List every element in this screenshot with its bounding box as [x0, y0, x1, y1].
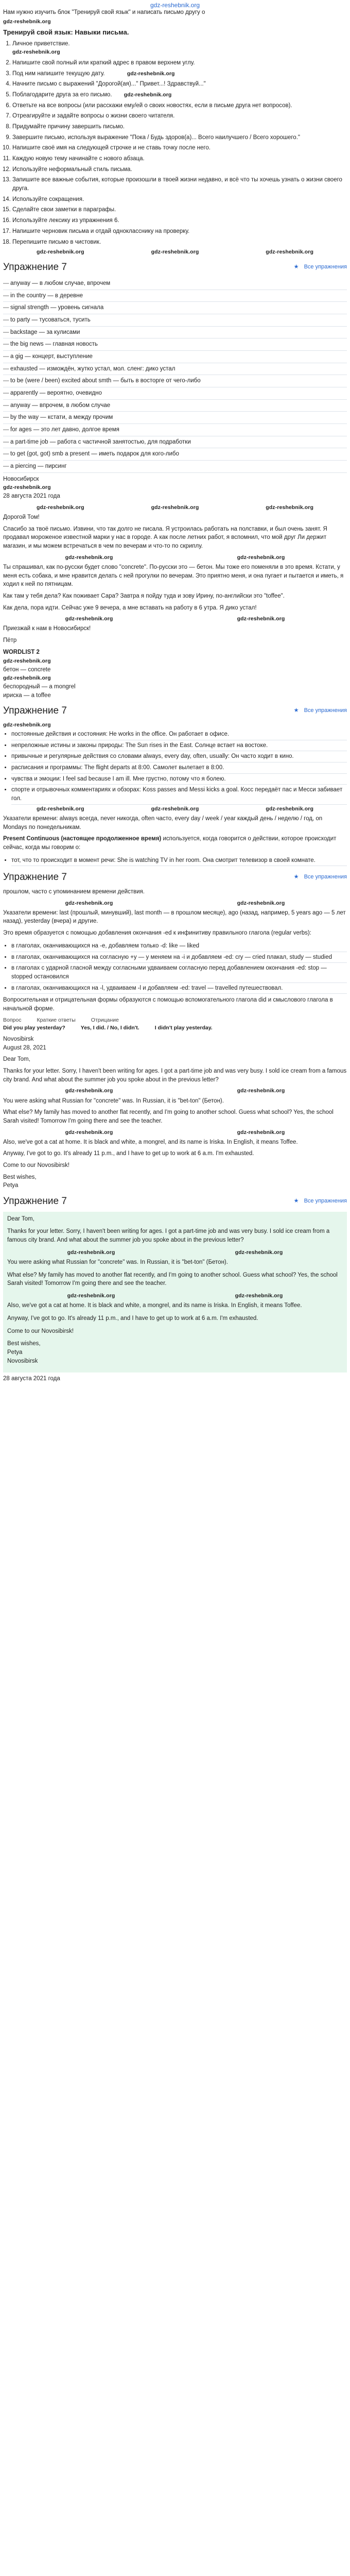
list-item: • чувства и эмоции: I feel sad because I am ill. Мне грустно, потому что я болею.: [11, 774, 347, 785]
list-item: 11. Каждую новую тему начинайте с нового абзаца.: [12, 155, 347, 163]
all-exercises-link[interactable]: ★ Все упражнения: [293, 707, 347, 715]
letter-paragraph: Also, we've got a cat at home. It is black and white, a mongrel, and its name is Iriska. In English, it means Toffee.: [7, 1302, 302, 1309]
bookmark-icon[interactable]: ★: [293, 1197, 299, 1204]
letter-paragraph: Как дела, пора идти. Сейчас уже 9 вечера, а мне вставать на работу в 6 утра. Я дико устал!: [3, 604, 257, 611]
list-item: — anyway — в любом случае, впрочем: [3, 278, 347, 290]
exercise-title: Упражнение 7: [3, 1196, 67, 1207]
exercise-title: Упражнение 7: [3, 872, 67, 883]
exercise-header: [3, 870, 347, 885]
exercise-title: Упражнение 7: [3, 705, 67, 717]
exercise-title: Упражнение 7: [3, 262, 67, 273]
list-item: — for ages — это лет давно, долгое время: [3, 424, 347, 436]
list-item: • постоянные действия и состояния: He works in the office. Он работает в офисе.: [11, 729, 347, 740]
list-item: 13. Запишите все важные события, которые произошли в твоей жизни недавно, и всё что ты хочешь узнать о жизни своего друга.: [12, 176, 347, 193]
list-item: • привычные и регулярные действия со словами always, every day, often, usually: Он часто ходит в кино.: [11, 751, 347, 762]
list-item: 3. Под ним напишите текущую дату. gdz-reshebnik.org: [12, 70, 347, 78]
letter-date: 28 августа 2021 года: [3, 1376, 60, 1382]
list-item: 4. Начните письмо с выражений "Дорогой(ая)..." Привет...! Здравствуй...": [12, 80, 347, 89]
word-list: [3, 278, 347, 473]
exercise-header: [3, 260, 347, 275]
letter-paragraph: Thanks for your letter. Sorry, I haven't been writing for ages. I got a part-time job and was very busy. I sold ice cream from a famous city brand. And what about the summer job you spoke about in the previous letter?: [7, 1228, 330, 1244]
rule-text: Указатели времени: always всегда, never никогда, often часто, every day / week / year каждый день / неделю / год, on Mondays по понедельникам.: [3, 816, 323, 831]
list-item: 18. Перепишите письмо в чистовик.: [12, 238, 347, 247]
list-item: • расписания и программы: The flight departs at 8:00. Самолет вылетает в 8:00.: [11, 762, 347, 774]
list-item: — apparently — вероятно, очевидно: [3, 387, 347, 400]
list-item: 8. Придумайте причину завершить письмо.: [12, 123, 347, 131]
list-item: — by the way — кстати, а между прочим: [3, 412, 347, 424]
watermark: gdz-reshebnik.org: [3, 18, 51, 25]
letter-paragraph: Come to our Novosibirsk!: [3, 1162, 70, 1169]
letter-greeting: Дорогой Том!: [3, 514, 40, 520]
list-item: — to be (were / been) excited about smth — быть в восторге от чего-либо: [3, 375, 347, 387]
list-item: — in the country — в деревне: [3, 290, 347, 302]
list-item: 10. Напишите своё имя на следующей строчке и не ставь точку после него.: [12, 144, 347, 152]
intro-heading: Тренируй свой язык: Навыки письма.: [3, 28, 129, 36]
letter-address: Новосибирск gdz-reshebnik.org 28 августа 2021 года: [3, 476, 60, 500]
letter-signature: Пётр: [3, 637, 17, 644]
all-exercises-link[interactable]: ★ Все упражнения: [293, 1197, 347, 1206]
list-item: 6. Ответьте на все вопросы (или расскажи ему/ей о своих новостях, если в письме друга нет вопросов).: [12, 101, 347, 110]
list-item: 15. Сделайте свои заметки в параграфы.: [12, 206, 347, 214]
list-item: 2. Напишите свой полный или краткий адрес в правом верхнем углу.: [12, 59, 347, 67]
list-item: • в глаголах с ударной гласной между согласными удваиваем согласную перед добавлением окончания -ed: stop — stopped остановился: [11, 963, 347, 982]
letter-address: Novosibirsk August 28, 2021: [3, 1036, 46, 1051]
list-item: 5. Поблагодарите друга за его письмо. gdz-reshebnik.org: [12, 91, 347, 99]
watermark-row: gdz-reshebnik.org gdz-reshebnik.org gdz-reshebnik.org: [36, 249, 313, 256]
letter-paragraph: Спасибо за твоё письмо. Извини, что так долго не писала. Я устроилась работать на полставки, и был очень занят. Я продавал мороженое известной марки у нас в городе. А как после летних работ, я вспомнил, что мой друг Ли держит магазин, и мы можем встречаться в чем по вечерам и что-то по скриплу.: [3, 526, 327, 549]
grammar-table-row: Did you play yesterday? Yes, I did. / No, I didn't. I didn't play yesterday.: [3, 1024, 213, 1031]
rule-text: Это время образуется с помощью добавления окончания -ed к инфинитиву правильного глагола (regular verbs):: [3, 930, 311, 937]
list-item: • в глаголах, оканчивающихся на -e, добавляем только -d: like — liked: [11, 941, 347, 952]
rule-text: Указатели времени: last (прошлый, минувший), last month — в прошлом месяце), ago (назад, например, 5 years ago — 5 лет назад), yesterday (вчера) и другие.: [3, 909, 346, 925]
letter-closing: Best wishes, Petya Novosibirsk: [7, 1341, 41, 1364]
letter-paragraph: What else? My family has moved to another flat recently, and I'm going to another school. Guess what school? Yes, the school Sarah visited! Tomorrow I'm going there and see the teacher.: [3, 1109, 334, 1124]
wordlist-items: бетон — concrete gdz-reshebnik.org беспородный — a mongrel ириска — a toffee: [3, 666, 76, 699]
rule-list: [3, 729, 347, 805]
letter-greeting: Dear Tom,: [7, 1215, 34, 1222]
list-item: 14. Используйте сокращения.: [12, 195, 347, 204]
list-item: — to party — тусоваться, тусить: [3, 314, 347, 327]
letter-paragraph: You were asking what Russian for "concrete" was. In Russian, it is "bet-ton" (Бетон).: [7, 1259, 228, 1265]
letter-greeting: Dear Tom,: [3, 1056, 30, 1063]
letter-paragraph: Как там у тебя дела? Как поживает Сара? Завтра я пойду туда и зову Ирину, по-английски это "toffee".: [3, 592, 285, 599]
letter-paragraph: Приезжай к нам в Новосибирск!: [3, 625, 91, 632]
letter-closing: Best wishes, Petya: [3, 1174, 37, 1189]
list-item: 16. Используйте лексику из упражнения 6.: [12, 216, 347, 225]
list-item: — anyway — впрочем, в любом случае: [3, 400, 347, 412]
rule-text: прошлом, часто с упоминанием времени действия.: [3, 888, 145, 895]
letter-paragraph: Also, we've got a cat at home. It is black and white, a mongrel, and its name is Iriska. In English, it means Toffee.: [3, 1139, 298, 1145]
letter-paragraph: What else? My family has moved to another flat recently, and I'm going to another school. Guess what school? Yes, the school Sarah visited! Tomorrow I'm going there and see the teacher.: [7, 1272, 338, 1287]
rule-text: Present Continuous (настоящее продолженное время) используется, когда говорится о действии, которое происходит сейчас, когда мы говорим о:: [3, 836, 337, 851]
answer-box: Dear Tom, Thanks for your letter. Sorry, I haven't been writing for ages. I got a part-time job and was very busy. I sold ice cream from a famous city brand. And what about the summer job you spoke about in the previous letter? gdz-reshebnik.org gdz-reshebnik.org You were asking what Russian for "concrete" was. In Russian, it is "bet-ton" (Бетон). What else? My family has moved to another flat recently, and I'm going to another school. Guess what school? Yes, the school Sarah visited! Tomorrow I'm going there and see the teacher. gdz-reshebnik.org gdz-reshebnik.org Also, we've got a cat at home. It is black and white, a mongrel, and its name is Iriska. In English, it means Toffee. Anyway, I've got to go. It's already 11 p.m., and I have to get up to work at 6 a.m. I'm exhausted. Come to our Novosibirsk! Best wishes, Petya Novosibirsk: [3, 1212, 347, 1373]
list-item: — signal strength — уровень сигнала: [3, 302, 347, 314]
list-item: — the big news — главная новость: [3, 338, 347, 351]
bookmark-icon[interactable]: ★: [293, 707, 299, 714]
bookmark-icon[interactable]: ★: [293, 874, 299, 880]
letter-paragraph: Come to our Novosibirsk!: [7, 1328, 74, 1334]
exercise-header: [3, 704, 347, 718]
rule-text: Вопросительная и отрицательная формы образуются с помощью вспомогательного глагола did и смыслового глагола в начальной форме.: [3, 997, 333, 1012]
letter-paragraph: Thanks for your letter. Sorry, I haven't been writing for ages. I got a part-time job and was very busy. I sold ice cream from a famous city brand. And what about the summer job you spoke about in the previous letter?: [3, 1067, 347, 1083]
grammar-table-header: Вопрос Краткие ответы Отрицание: [3, 1016, 119, 1023]
task-list: [3, 40, 347, 246]
list-item: — backstage — за кулисами: [3, 327, 347, 339]
all-exercises-link[interactable]: ★ Все упражнения: [293, 873, 347, 882]
list-item: — a piercing — пирсинг: [3, 461, 347, 473]
letter-paragraph: Anyway, I've got to go. It's already 11 p.m., and I have to get up to work at 6 a.m. I'm exhausted.: [7, 1315, 258, 1321]
intro-text: Нам нужно изучить блок "Тренируй свой язык" и написать письмо другу о: [3, 9, 205, 15]
list-item: 9. Завершите письмо, используя выражение "Пока / Будь здоров(а)... Всего наилучшего / Всего хорошего.": [12, 133, 347, 142]
letter-paragraph: Ты спрашивал, как по-русски будет слово "concrete". По-русски это — бетон. Мы тоже его поменяли в это время. Кстати, у меня есть собака, и мне нравится делать с ней прогулки по вечерам. Это приятно меня, и она пугает и пытается и иметь, я ходил к ней по пятницам.: [3, 564, 344, 588]
rule-list: [3, 941, 347, 994]
list-item: — exhausted — измождён, жутко устал, мол. сленг: дико устал: [3, 363, 347, 376]
list-item: — a gig — концерт, выступление: [3, 351, 347, 363]
list-item: • в глаголах, оканчивающихся на -l, удваиваем -l и добавляем -ed: travel — travelled путешествовал.: [11, 983, 347, 994]
list-item: • непреложные истины и законы природы: The Sun rises in the East. Солнце встает на востоке.: [11, 740, 347, 752]
bookmark-icon[interactable]: ★: [293, 264, 299, 270]
letter-paragraph: You were asking what Russian for "concrete" was. In Russian, it is "bet-ton" (Бетон).: [3, 1097, 224, 1104]
list-item: — to get (got, got) smb a present — иметь подарок для кого-либо: [3, 448, 347, 461]
content: Нам нужно изучить блок "Тренируй свой язык" и написать письмо другу о gdz-reshebnik.org Тренируй свой язык: Навыки письма. 1. Личное приветствие. gdz-reshebnik.org 2. Напишите свой полный или краткий адрес в правом верхнем углу. 3. Под ним напишите текущую дату. gdz-reshebnik.org 4. Начните письмо с выражений "Дорогой(ая)..." Привет...! Здравствуй..." 5. Поблагодарите друга за его письмо. gdz-reshebnik.org 6. Ответьте на все вопросы (или расскажи ему/ей о своих новостях, если в письме друга нет вопросов). 7. Отреагируйте и задайте вопросы о жизни своего читателя. 8. Придумайте причину завершить письмо. 9. Завершите письмо, используя выражение "Пока / Будь здоров(а)... Всего наилучшего / Всего хорошего." 10. Напишите своё имя на следующей строчке и не ставь точку после него. 11. Каждую новую тему начинайте с нового абзаца. 12. Используйте неформальный стиль письма. 13. Запишите все важные события, которые произошли в твоей жизни недавно, и всё что ты хочешь узнать о жизни своего друга. 14. Используйте сокращения. 15. Сделайте свои заметки в параграфы. 16. Используйте лексику из упражнения 6. 17. Напишите черновик письма и отдай однокласснику на проверку. 18. Перепишите письмо в чистовик. gdz-reshebnik.org gdz-reshebnik.org gdz-reshebnik.org Упражнение 7 ★ Все упражнения — anyway — в любом случае, впрочем — in the country — в деревне — signal strength — уровень сигнала — to party — тусоваться, тусить — backstage — за кулисами — the big news — главная новость — a gig — концерт, выступление — exhausted — измождён, жутко устал, мол. сленг: дико устал — to be (were / been) excited about smth — быть в восторге от чего-либо — apparently — вероятно, очевидно — anyway — впрочем, в любом случае — by the way — кстати, а между прочим — for ages — это лет давно, долгое время — a part-time job — работа с частичной занятостью, для подработки — to get (got, got) smb a present — иметь подарок для кого-либо — a piercing — пирсинг Новосибирск gdz-reshebnik.org 28 августа 2021 года gdz-reshebnik.org gdz-reshebnik.org gdz-reshebnik.org Дорогой Том! Спасибо за твоё письмо. Извини, что так долго не писала. Я устроилась работать на полставки, и был очень занят. Я продавал мороженое известной марки у нас в городе. А как после летних работ, я вспомнил, что мой друг Ли держит магазин, и мы можем встречаться в чем по вечерам и что-то по скриплу. gdz-reshebnik.org gdz-reshebnik.org Ты спрашивал, как по-русски будет слово "concrete". По-русски это — бетон. Мы тоже его поменяли в это время. Кстати, у меня есть собака, и мне нравится делать с ней прогулки по вечерам. Это приятно меня, и она пугает и пытается и иметь, я ходил к ней по пятницам. Как там у тебя дела? Как поживает Сара? Завтра я пойду туда и зову Ирину, по-английски это "toffee". Как дела, пора идти. Сейчас уже 9 вечера, а мне вставать на работу в 6 утра. Я дико устал! gdz-reshebnik.org gdz-reshebnik.org Приезжай к нам в Новосибирск! Пётр WORDLIST 2 gdz-reshebnik.org бетон — concrete gdz-reshebnik.org беспородный — a mongrel ириска — a toffee Упражнение 7 ★ Все упражнения gdz-reshebnik.org • постоянные действия и состояния: He works in the office. Он работает в офисе. • непреложные истины и законы природы: The Sun rises in the East. Солнце встает на востоке. • привычные и регулярные действия со словами always, every day, often, usually: Он часто ходит в кино. • расписания и программы: The flight departs at 8:00. Самолет вылетает в 8:00. • чувства и эмоции: I feel sad because I am ill. Мне грустно, потому что я болею. • спорте и отрывочных комментариях и обзорах: Koss passes and Messi kicks a goal. Косс передаёт пас и Месси забивает гол. gdz-reshebnik.org gdz-reshebnik.org gdz-reshebnik.org Указатели времени: always всегда, never никогда, often часто, every day / week / year каждый день / неделю / год, on Mondays по понедельникам. Present Continuous (настоящее продолженное время) используется, когда говорится о действии, которое происходит сейчас, когда мы говорим о: • тот, что то происходит в момент речи: She is watching TV in her room. Она смотрит телевизор в своей комнате. Упражнение 7 ★ Все упражнения прошлом, часто с упоминанием времени действия. gdz-reshebnik.org gdz-reshebnik.org Указатели времени: last (прошлый, минувший), last month — в прошлом месяце), ago (назад, например, 5 years ago — 5 лет назад), yesterday (вчера) и другие. Это время образуется с помощью добавления окончания -ed к инфинитиву правильного глагола (regular verbs): • в глаголах, оканчивающихся на -e, добавляем только -d: like — liked • в глаголах, оканчивающихся на согласную +y — y меняем на -i и добавляем -ed: cry — cried плакал, study — studied • в глаголах с ударной гласной между согласными удваиваем согласную перед добавлением окончания -ed: stop — stopped остановился • в глаголах, оканчивающихся на -l, удваиваем -l и добавляем -ed: travel — travelled путешествовал. Вопросительная и отрицательная формы образуются с помощью вспомогательного глагола did и смыслового глагола в начальной форме. Вопрос Краткие ответы Отрицание Did you play yesterday? Yes, I did. / No, I didn't. I didn't play yesterday. Novosibirsk August 28, 2021 Dear Tom, Thanks for your letter. Sorry, I haven't been writing for ages. I got a part-time job and was very busy. I sold ice cream from a famous city brand. And what about the summer job you spoke about in the previous letter? gdz-reshebnik.org gdz-reshebnik.org You were asking what Russian for "concrete" was. In Russian, it is "bet-ton" (Бетон). What else? My family has moved to another flat recently, and I'm going to another school. Guess what school? Yes, the school Sarah visited! Tomorrow I'm going there and see the teacher. gdz-reshebnik.org gdz-reshebnik.org Also, we've got a cat at home. It is black and white, a mongrel, and its name is Iriska. In English, it means Toffee. Anyway, I've got to go. It's already 11 p.m., and I have to get up to work at 6 a.m. I'm exhausted. Come to our Novosibirsk! Best wishes, Petya Упражнение 7 ★ Все упражнения Dear Tom, Thanks for your letter. Sorry, I haven't been writing for ages. I got a part-time job and was very busy. I sold ice cream from a famous city brand. And what about the summer job you spoke about in the previous letter? gdz-reshebnik.org gdz-reshebnik.org You were asking what Russian for "concrete" was. In Russian, it is "bet-ton" (Бетон). What else? My family has moved to another flat recently, and I'm going to another school. Guess what school? Yes, the school Sarah visited! Tomorrow I'm going there and see the teacher. gdz-reshebnik.org gdz-reshebnik.org Also, we've got a cat at home. It is black and white, a mongrel, and its name is Iriska. In English, it means Toffee. Anyway, I've got to go. It's already 11 p.m., and I have to get up to work at 6 a.m. I'm exhausted. Come to our Novosibirsk! Best wishes, Petya Novosibirsk 28 августа 2021 года: [0, 8, 350, 1383]
letter-paragraph: Anyway, I've got to go. It's already 11 p.m., and I have to get up to work at 6 a.m. I'm exhausted.: [3, 1150, 254, 1157]
site-url[interactable]: gdz-reshebnik.org: [150, 2, 200, 9]
wordlist-label: WORDLIST 2: [3, 649, 40, 655]
list-item: • спорте и отрывочных комментариях и обзорах: Koss passes and Messi kicks a goal. Косс передаёт пас и Месси забивает гол.: [11, 785, 347, 804]
exercise-header: [3, 1194, 347, 1209]
all-exercises-link[interactable]: ★ Все упражнения: [293, 263, 347, 272]
list-item: 1. Личное приветствие. gdz-reshebnik.org: [12, 40, 347, 57]
list-item: 17. Напишите черновик письма и отдай однокласснику на проверку.: [12, 227, 347, 236]
list-item: 7. Отреагируйте и задайте вопросы о жизни своего читателя.: [12, 112, 347, 121]
list-item: 12. Используйте неформальный стиль письма.: [12, 165, 347, 174]
list-item: • в глаголах, оканчивающихся на согласную +y — y меняем на -i и добавляем -ed: cry — cried плакал, study — studied: [11, 952, 347, 963]
list-item: • тот, что то происходит в момент речи: She is watching TV in her room. Она смотрит телевизор в своей комнате.: [11, 855, 347, 867]
list-item: — a part-time job — работа с частичной занятостью, для подработки: [3, 436, 347, 449]
